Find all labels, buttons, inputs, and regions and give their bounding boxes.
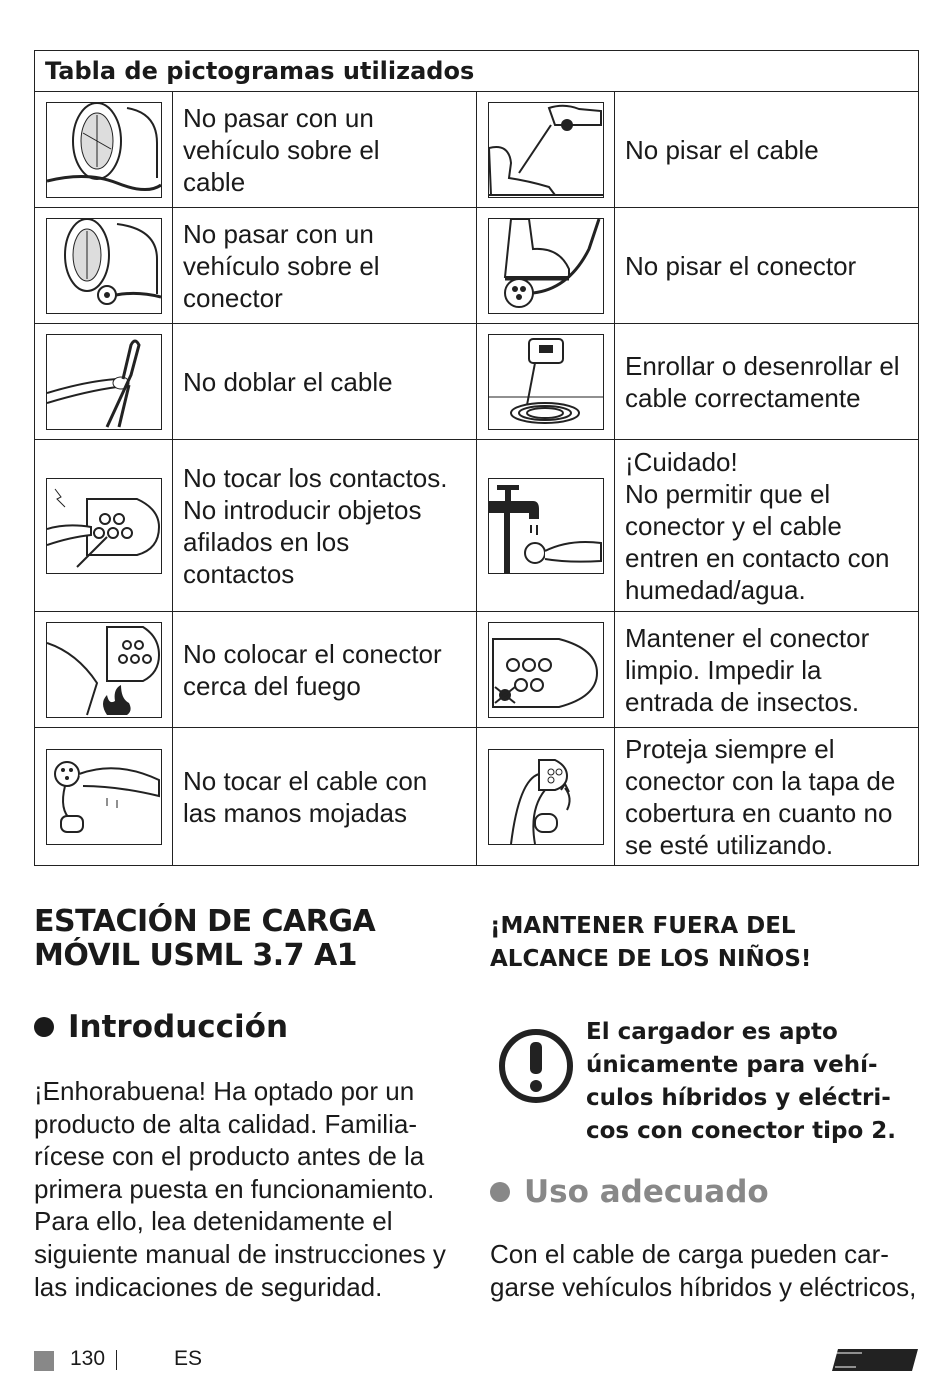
pictogram-description: No pisar el conector: [615, 208, 919, 324]
bent-cable-icon: [46, 334, 162, 430]
footer-marker: [34, 1351, 54, 1371]
table-row: [35, 92, 919, 208]
pictogram-description: No pisar el cable: [615, 92, 919, 208]
pictogram-description: No tocar el cable con las manos mojadas: [173, 728, 477, 866]
pictogram-table: [34, 50, 919, 866]
right-column: [490, 910, 920, 1303]
bullet-icon: [34, 1017, 54, 1037]
car-wheel-over-connector-icon: [46, 218, 162, 314]
page-number: 130: [70, 1347, 106, 1370]
pictogram-description: ¡Cuidado! No permitir que el conector y el cable entren en contacto con humedad/agua.: [615, 440, 919, 612]
water-tap-icon: [488, 478, 604, 574]
left-column: [34, 905, 454, 1303]
bullet-icon: [490, 1182, 510, 1202]
table-row: [35, 440, 919, 612]
pictogram-description: Mantener el conector limpio. Impedir la entrada de insectos.: [615, 612, 919, 728]
brand-logo: [832, 1347, 918, 1373]
safety-note: [490, 1016, 920, 1148]
connector-insect-icon: [488, 622, 604, 718]
table-row: [35, 612, 919, 728]
touch-contacts-icon: [46, 478, 162, 574]
pictogram-description: Proteja siempre el conector con la tapa de cobertura en cuanto no se esté utilizando.: [615, 728, 919, 866]
pictogram-description: No pasar con un vehículo sobre el conector: [173, 208, 477, 324]
footer-divider: [116, 1350, 117, 1370]
children-warning: ¡MANTENER FUERA DEL ALCANCE DE LOS NIÑOS!: [490, 913, 812, 972]
pictogram-description: No colocar el conector cerca del fuego: [173, 612, 477, 728]
pictogram-description: No tocar los contactos. No introducir objetos afilados en los contactos: [173, 440, 477, 612]
page-footer: [34, 1347, 918, 1377]
wet-hands-icon: [46, 749, 162, 845]
exclamation-circle-icon: [496, 1026, 576, 1106]
foot-on-connector-icon: [488, 218, 604, 314]
pictogram-description: No doblar el cable: [173, 324, 477, 440]
table-title: Tabla de pictogramas utilizados: [35, 51, 919, 92]
table-row: [35, 324, 919, 440]
connector-fire-icon: [46, 622, 162, 718]
foot-on-cable-icon: [488, 102, 604, 198]
product-title: ESTACIÓN DE CARGA MÓVIL USML 3.7 A1: [34, 904, 376, 973]
intro-paragraph: ¡Enhorabuena! Ha optado por un producto de alta calidad. Familia- rícese con el producto antes de la primera puesta en funcionamiento. Para ello, lea detenidamente el siguiente manual de instrucciones y las indicaciones de seguridad.: [34, 1076, 446, 1302]
intro-heading: Introducción: [34, 1009, 454, 1045]
language-code: ES: [174, 1347, 203, 1370]
table-row: [35, 728, 919, 866]
connector-cap-icon: [488, 749, 604, 845]
pictogram-description: Enrollar o desenrollar el cable correctamente: [615, 324, 919, 440]
note-text: El cargador es apto únicamente para vehí- culos híbridos y eléctri- cos con conector tipo 2.: [586, 1019, 897, 1144]
table-row: [35, 208, 919, 324]
use-heading: Uso adecuado: [490, 1174, 920, 1210]
use-paragraph: Con el cable de carga pueden car- garse vehículos híbridos y eléctricos,: [490, 1239, 917, 1302]
pictogram-description: No pasar con un vehículo sobre el cable: [173, 92, 477, 208]
car-wheel-over-cable-icon: [46, 102, 162, 198]
coiled-cable-icon: [488, 334, 604, 430]
